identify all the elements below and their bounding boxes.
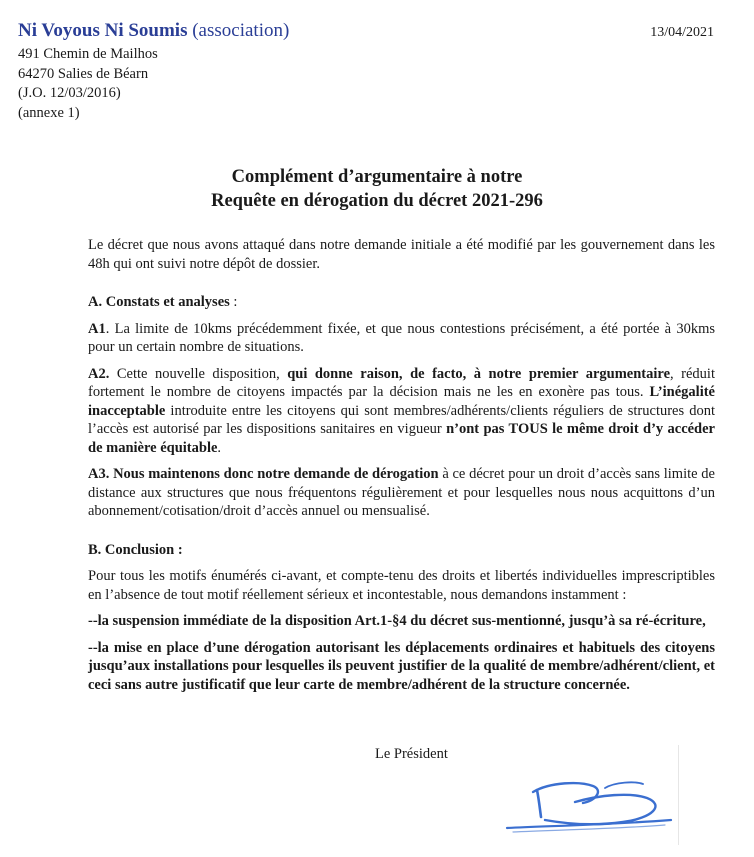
org-name-bold: Ni Voyous Ni Soumis	[18, 20, 188, 41]
a2-text-3: introduite entre les citoyens qui sont membres/adhérents/clients réguliers de structures dont l’accès est autorisé par les dispositions sanitaires en vigueur	[88, 402, 715, 437]
a3-text: à ce décret pour un droit d’accès sans limite de distance aux structures que nous fréquentons régulièrement et pour lesquelles nous nous acquittons d’un abonnement/cotisation/droit d’accès annuel ou mensualisé.	[88, 466, 715, 519]
a2-bold-3: n’ont pas TOUS le même droit d’y accéder de manière équitable	[88, 421, 715, 456]
section-a-heading-colon: :	[229, 294, 238, 310]
a2-bold-1: qui donne raison, de facto, à notre premier argumentaire	[287, 365, 671, 382]
address-line-annex: (annexe 1)	[18, 104, 80, 121]
a2-bold-2: L’inégalité inacceptable	[88, 384, 715, 419]
a2-text-1: Cette nouvelle disposition,	[109, 365, 288, 382]
scan-edge-line	[678, 745, 679, 845]
letter-body	[88, 236, 715, 694]
address-line-street: 491 Chemin de Mailhos	[18, 46, 158, 62]
a3-label: A3. Nous maintenons donc notre demande de dérogation	[88, 466, 439, 482]
a2-label: A2.	[88, 365, 110, 382]
title-line-2: Requête en dérogation du décret 2021-296	[211, 191, 543, 211]
letter-date: 13/04/2021	[650, 25, 714, 40]
signatory-role: Le Président	[375, 746, 448, 762]
paragraph-a1	[88, 320, 715, 357]
org-address	[18, 45, 158, 123]
document-title	[0, 165, 754, 213]
section-b-heading: B. Conclusion :	[88, 541, 183, 558]
a2-text-4: .	[217, 439, 222, 456]
a2-text-2: , réduit fortement le nombre de citoyens impactés par la décision mais ne les en exonère pas tous.	[88, 365, 715, 400]
section-a-heading	[88, 293, 715, 312]
request-item-2: --la mise en place d’une dérogation autorisant les déplacements ordinaires et habituels des citoyens jusqu’aux installations pour lesquelles ils peuvent justifier de la qualité de membre/adhérent/client, et ceci sans autre justificatif que leur carte de membre/adhérent de la structure concernée.	[88, 639, 715, 693]
a1-text: . La limite de 10kms précédemment fixée, et que nous contestions précisément, a été portée à 30kms pour un certain nombre de situations.	[88, 320, 715, 355]
address-line-journal: (J.O. 12/03/2016)	[18, 85, 121, 101]
handwritten-signature	[505, 770, 675, 840]
section-a-heading-text: A. Constats et analyses	[88, 294, 230, 310]
intro-paragraph: Le décret que nous avons attaqué dans notre demande initiale a été modifié par les gouvernement dans les 48h qui ont suivi notre dépôt de dossier.	[88, 237, 715, 272]
paragraph-a2	[88, 365, 715, 458]
title-line-1: Complément d’argumentaire à notre	[231, 167, 523, 187]
address-line-city: 64270 Salies de Béarn	[18, 65, 149, 82]
org-name-suffix: (association)	[187, 20, 290, 41]
request-item-1: --la suspension immédiate de la disposition Art.1-§4 du décret sus-mentionné, jusqu’à sa ré-écriture,	[88, 613, 706, 629]
conclusion-paragraph: Pour tous les motifs énumérés ci-avant, et compte-tenu des droits et libertés individuelles imprescriptibles en l’absence de tout motif réellement sérieux et incontestable, nous demandons instamment :	[88, 568, 715, 603]
paragraph-a3	[88, 465, 715, 521]
a1-label: A1	[88, 320, 106, 337]
org-name	[18, 20, 289, 42]
